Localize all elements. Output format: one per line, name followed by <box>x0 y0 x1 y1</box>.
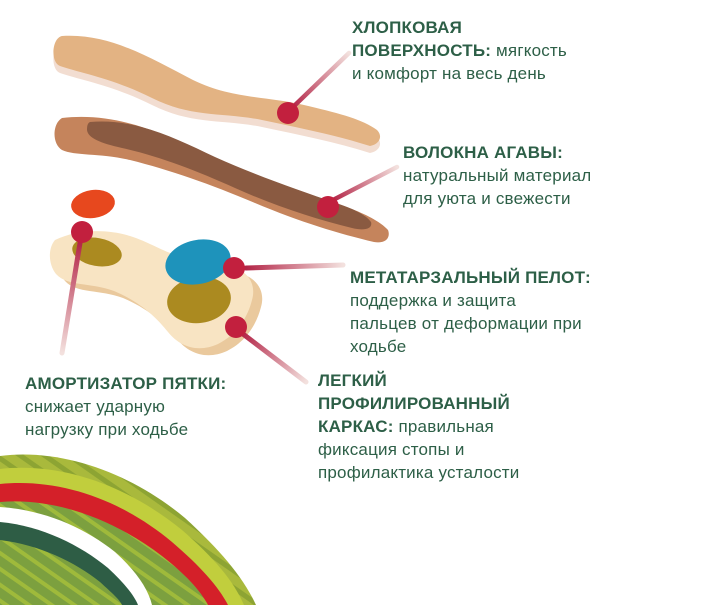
metatarsal-marker-dot <box>223 257 245 279</box>
callout-cotton-surface <box>352 16 567 85</box>
callout-agave-desc: натуральный материал для уюта и свежести <box>403 166 592 208</box>
callout-frame-desc: правильная фиксация стопы и профилактика усталости <box>318 417 520 482</box>
frame-marker-dot <box>225 316 247 338</box>
heel-marker-dot <box>71 221 93 243</box>
cotton-marker-dot <box>277 102 299 124</box>
callout-cotton-title: ХЛОПКОВАЯ ПОВЕРХНОСТЬ: <box>352 18 492 60</box>
callout-cotton-desc: мягкость и комфорт на весь день <box>352 41 567 83</box>
agave-marker-dot <box>317 196 339 218</box>
callout-metatarsal-pad <box>350 266 591 358</box>
heel-shock-absorber-orange <box>69 187 116 221</box>
callout-heel-title: АМОРТИЗАТОР ПЯТКИ: <box>25 374 227 393</box>
callout-metatarsal-title: МЕТАТАРЗАЛЬНЫЙ ПЕЛОТ: <box>350 268 591 287</box>
decorative-waves <box>0 454 256 605</box>
agave-pointer-line <box>333 167 397 200</box>
metatarsal-pointer-line <box>246 265 343 268</box>
callout-heel-desc: снижает ударную нагрузку при ходьбе <box>25 397 189 439</box>
frame-pointer-line <box>243 334 306 382</box>
callout-heel-absorber <box>25 372 237 441</box>
callout-metatarsal-desc: поддержка и защита пальцев от деформации при ходьбе <box>350 291 582 356</box>
callout-agave-title: ВОЛОКНА АГАВЫ: <box>403 143 563 162</box>
cotton-pointer-line <box>293 53 349 107</box>
callout-profiled-frame <box>318 369 536 484</box>
callout-frame-title: ЛЕГКИЙ ПРОФИЛИРОВАННЫЙ КАРКАС: <box>318 371 510 436</box>
callout-agave-fibres <box>403 141 603 210</box>
